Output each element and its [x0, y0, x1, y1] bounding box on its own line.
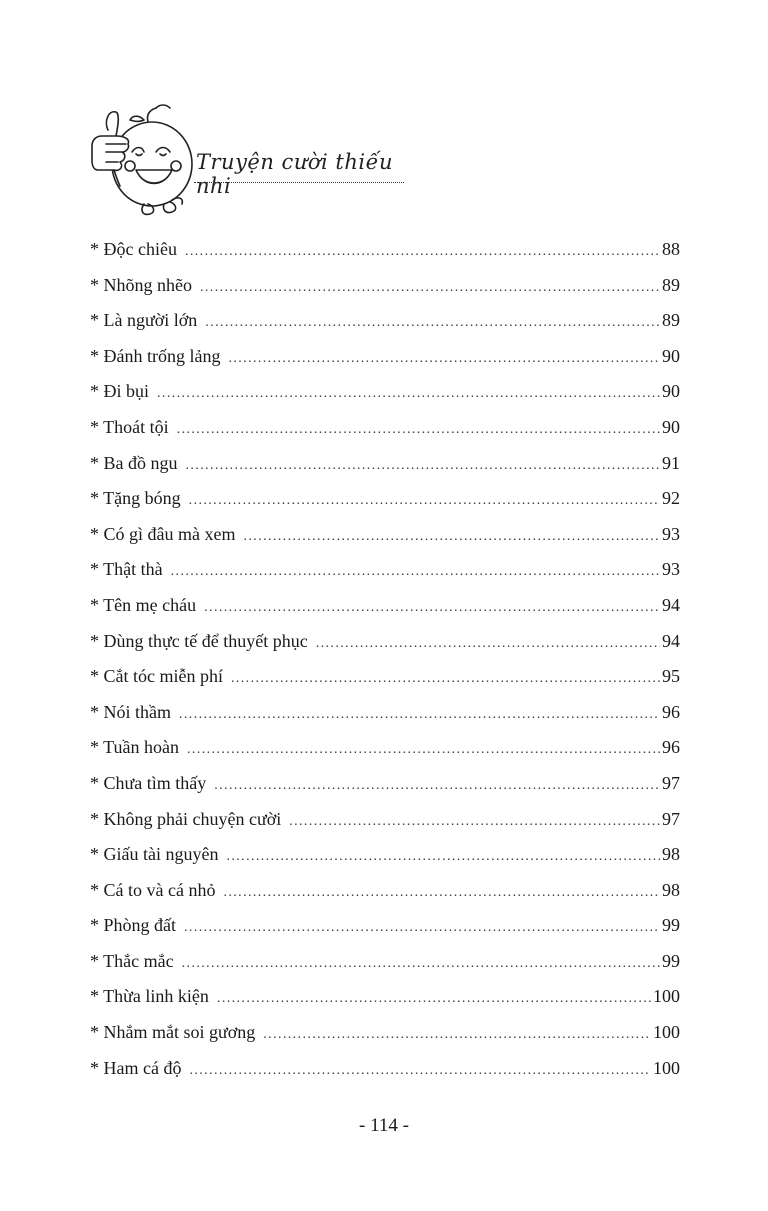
toc-entry	[90, 410, 680, 446]
toc-dot-leader	[200, 270, 660, 306]
toc-entry-page-number: 89	[662, 310, 680, 331]
toc-entry	[90, 802, 680, 838]
toc-dot-leader	[214, 768, 660, 804]
toc-entry	[90, 659, 680, 695]
toc-entry-page-number: 99	[662, 915, 680, 936]
table-of-contents	[90, 232, 680, 1086]
toc-entry-title: * Đi bụi	[90, 381, 150, 402]
toc-dot-leader	[177, 412, 660, 448]
toc-entry-page-number: 93	[662, 523, 680, 544]
toc-dot-leader	[182, 946, 660, 982]
toc-entry	[90, 766, 680, 802]
toc-entry-page-number: 90	[662, 416, 680, 437]
toc-entry-page-number: 96	[662, 701, 680, 722]
toc-entry-page-number: 97	[662, 772, 680, 793]
toc-dot-leader	[217, 981, 651, 1017]
toc-dot-leader	[263, 1017, 651, 1053]
toc-entry	[90, 374, 680, 410]
toc-dot-leader	[179, 697, 660, 733]
toc-entry-title: * Thừa linh kiện	[90, 986, 209, 1007]
toc-entry	[90, 873, 680, 909]
toc-entry-page-number: 99	[662, 950, 680, 971]
toc-entry-page-number: 98	[662, 844, 680, 865]
toc-entry-title: * Tặng bóng	[90, 488, 181, 509]
toc-entry-page-number: 100	[653, 1057, 680, 1078]
page-header	[86, 100, 416, 220]
toc-entry-title: * Thoát tội	[90, 416, 169, 437]
toc-entry-title: * Ham cá độ	[90, 1057, 182, 1078]
header-dotted-rule	[194, 182, 404, 183]
toc-entry	[90, 908, 680, 944]
book-series-title: Truyện cười thiếu nhi	[196, 150, 394, 198]
toc-entry	[90, 446, 680, 482]
toc-dot-leader	[226, 839, 660, 875]
toc-entry-page-number: 91	[662, 452, 680, 473]
toc-dot-leader	[186, 448, 661, 484]
toc-entry-page-number: 95	[662, 666, 680, 687]
toc-dot-leader	[187, 732, 660, 768]
toc-entry-title: * Nhắm mắt soi gương	[90, 1022, 256, 1043]
toc-dot-leader	[189, 483, 660, 519]
toc-entry-title: * Cắt tóc miễn phí	[90, 666, 223, 687]
toc-entry	[90, 232, 680, 268]
toc-entry-page-number: 90	[662, 345, 680, 366]
toc-entry	[90, 1051, 680, 1087]
toc-entry-title: * Độc chiêu	[90, 239, 177, 259]
toc-entry-page-number: 98	[662, 879, 680, 900]
toc-entry-title: * Giấu tài nguyên	[90, 844, 219, 865]
toc-entry-page-number: 100	[653, 986, 680, 1007]
toc-entry	[90, 1015, 680, 1051]
toc-entry-title: * Là người lớn	[90, 310, 198, 331]
toc-entry-title: * Ba đồ ngu	[90, 452, 178, 473]
toc-entry	[90, 944, 680, 980]
toc-entry	[90, 481, 680, 517]
toc-dot-leader	[204, 590, 660, 626]
toc-entry	[90, 268, 680, 304]
toc-dot-leader	[185, 234, 660, 270]
toc-entry-title: * Đánh trống lảng	[90, 345, 221, 366]
toc-entry-title: * Có gì đâu mà xem	[90, 523, 236, 544]
toc-entry	[90, 588, 680, 624]
smiling-thumbs-up-mascot-icon	[86, 100, 196, 220]
toc-entry-page-number: 96	[662, 737, 680, 758]
toc-entry-title: * Cá to và cá nhỏ	[90, 879, 216, 900]
toc-entry-title: * Tên mẹ cháu	[90, 594, 197, 615]
toc-entry-title: * Phòng đất	[90, 915, 177, 936]
toc-dot-leader	[157, 376, 660, 412]
toc-entry-title: * Không phải chuyện cười	[90, 808, 282, 829]
toc-dot-leader	[289, 804, 660, 840]
toc-entry	[90, 624, 680, 660]
toc-entry-title: * Thắc mắc	[90, 950, 174, 971]
toc-entry-title: * Dùng thực tế để thuyết phục	[90, 630, 308, 651]
toc-entry-page-number: 89	[662, 274, 680, 295]
toc-dot-leader	[243, 519, 660, 555]
toc-entry	[90, 517, 680, 553]
toc-entry-page-number: 100	[653, 1022, 680, 1043]
toc-entry-title: * Nói thầm	[90, 701, 171, 722]
toc-entry-page-number: 94	[662, 594, 680, 615]
toc-entry-page-number: 94	[662, 630, 680, 651]
toc-entry-title: * Thật thà	[90, 559, 163, 580]
toc-entry-page-number: 93	[662, 559, 680, 580]
toc-dot-leader	[316, 626, 660, 662]
toc-entry-page-number: 90	[662, 381, 680, 402]
toc-entry	[90, 339, 680, 375]
toc-entry	[90, 552, 680, 588]
page-number: - 114 -	[359, 1115, 409, 1136]
toc-entry-page-number: 88	[662, 239, 680, 259]
toc-dot-leader	[171, 554, 660, 590]
toc-entry-title: * Nhõng nhẽo	[90, 274, 192, 295]
toc-entry-page-number: 97	[662, 808, 680, 829]
toc-dot-leader	[223, 875, 660, 911]
toc-dot-leader	[231, 661, 660, 697]
toc-entry-title: * Chưa tìm thấy	[90, 772, 207, 793]
toc-entry	[90, 837, 680, 873]
toc-entry	[90, 979, 680, 1015]
toc-entry	[90, 730, 680, 766]
toc-dot-leader	[228, 341, 660, 377]
toc-entry	[90, 303, 680, 339]
toc-entry-page-number: 92	[662, 488, 680, 509]
toc-entry-title: * Tuần hoàn	[90, 737, 180, 758]
toc-dot-leader	[184, 910, 660, 946]
toc-dot-leader	[205, 305, 660, 341]
toc-dot-leader	[189, 1053, 651, 1089]
toc-entry	[90, 695, 680, 731]
